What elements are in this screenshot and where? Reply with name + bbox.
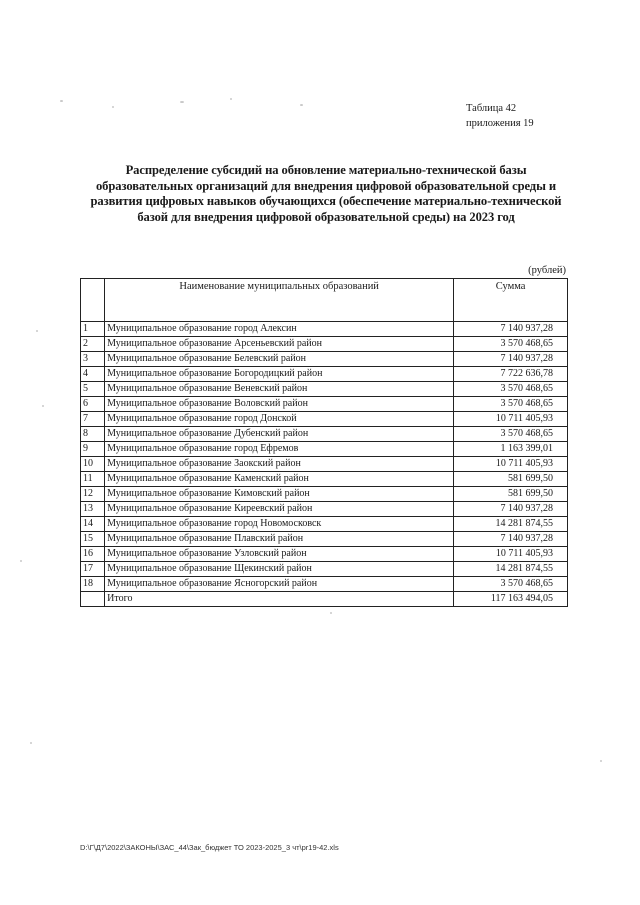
table-row (81, 427, 568, 442)
row-sum-cell: 581 699,50 (454, 487, 568, 502)
row-name-cell: Муниципальное образование Ясногорский район (105, 577, 454, 592)
row-number-cell: 9 (81, 442, 105, 457)
row-name-cell: Муниципальное образование город Новомосковск (105, 517, 454, 532)
row-name-cell: Муниципальное образование город Донской (105, 412, 454, 427)
row-sum-cell: 14 281 874,55 (454, 517, 568, 532)
file-path-footer: D:\Г\Д7\2022\ЗАКОНЫ\ЗАС_44\Зак_бюджет ТО 2023-2025_3 чт\pr19-42.xls (80, 843, 339, 852)
table-row (81, 547, 568, 562)
table-row (81, 562, 568, 577)
scan-speck (30, 742, 32, 744)
row-number-cell: 18 (81, 577, 105, 592)
row-sum-cell: 3 570 468,65 (454, 397, 568, 412)
scan-speck (42, 405, 44, 407)
row-name-cell: Муниципальное образование Плавский район (105, 532, 454, 547)
total-label-cell: Итого (105, 592, 454, 607)
row-name-cell: Муниципальное образование Кимовский район (105, 487, 454, 502)
table-row (81, 352, 568, 367)
row-name-cell: Муниципальное образование Дубенский район (105, 427, 454, 442)
table-row (81, 412, 568, 427)
table-row (81, 532, 568, 547)
row-number-cell: 2 (81, 337, 105, 352)
row-number-cell: 16 (81, 547, 105, 562)
row-number-cell: 4 (81, 367, 105, 382)
row-sum-cell: 3 570 468,65 (454, 337, 568, 352)
row-sum-cell: 10 711 405,93 (454, 457, 568, 472)
scan-speck (300, 104, 303, 106)
row-name-cell: Муниципальное образование Узловский район (105, 547, 454, 562)
row-number-cell: 5 (81, 382, 105, 397)
row-number-cell: 17 (81, 562, 105, 577)
row-number-cell: 8 (81, 427, 105, 442)
row-sum-cell: 7 140 937,28 (454, 502, 568, 517)
scan-speck (180, 101, 184, 103)
table-row (81, 472, 568, 487)
table-row (81, 457, 568, 472)
row-sum-cell: 14 281 874,55 (454, 562, 568, 577)
row-number-cell: 3 (81, 352, 105, 367)
row-number-cell: 1 (81, 322, 105, 337)
document-title: Распределение субсидий на обновление материально-технической базы образовательных организаций для внедрения цифровой образовательной среды и развития цифровых навыков обучающихся (обеспечение материально-технической базой для внедрения цифровой образовательной среды) на 2023 год (90, 163, 562, 224)
row-name-cell: Муниципальное образование Богородицкий район (105, 367, 454, 382)
table-body (81, 322, 568, 607)
row-sum-cell: 7 140 937,28 (454, 352, 568, 367)
row-name-cell: Муниципальное образование Заокский район (105, 457, 454, 472)
row-sum-cell: 10 711 405,93 (454, 412, 568, 427)
table-row (81, 322, 568, 337)
table-row (81, 487, 568, 502)
appendix-label: приложения 19 (466, 118, 534, 129)
row-name-cell: Муниципальное образование Белевский район (105, 352, 454, 367)
row-sum-cell: 10 711 405,93 (454, 547, 568, 562)
row-sum-cell: 7 722 636,78 (454, 367, 568, 382)
row-sum-cell: 581 699,50 (454, 472, 568, 487)
row-name-cell: Муниципальное образование город Ефремов (105, 442, 454, 457)
row-name-cell: Муниципальное образование Киреевский район (105, 502, 454, 517)
table-row (81, 502, 568, 517)
table-row (81, 577, 568, 592)
scan-speck (112, 106, 114, 108)
row-name-cell: Муниципальное образование город Алексин (105, 322, 454, 337)
row-number-cell: 10 (81, 457, 105, 472)
table-reference (466, 101, 534, 131)
scan-speck (330, 612, 332, 614)
row-name-cell: Муниципальное образование Веневский район (105, 382, 454, 397)
table-row (81, 442, 568, 457)
table-row (81, 337, 568, 352)
row-number-cell: 7 (81, 412, 105, 427)
table-row (81, 367, 568, 382)
row-name-cell: Муниципальное образование Каменский район (105, 472, 454, 487)
row-number-cell: 6 (81, 397, 105, 412)
scan-speck (36, 330, 38, 332)
row-number-cell: 15 (81, 532, 105, 547)
total-num-cell (81, 592, 105, 607)
scan-speck (20, 560, 22, 562)
table-row (81, 382, 568, 397)
row-number-cell: 14 (81, 517, 105, 532)
header-name-cell: Наименование муниципальных образований (105, 279, 454, 322)
units-label: (рублей) (528, 265, 566, 276)
row-number-cell: 12 (81, 487, 105, 502)
row-sum-cell: 3 570 468,65 (454, 382, 568, 397)
scan-speck (60, 100, 63, 102)
row-name-cell: Муниципальное образование Арсеньевский район (105, 337, 454, 352)
row-sum-cell: 3 570 468,65 (454, 577, 568, 592)
header-num-cell (81, 279, 105, 322)
row-sum-cell: 7 140 937,28 (454, 322, 568, 337)
row-sum-cell: 3 570 468,65 (454, 427, 568, 442)
row-number-cell: 11 (81, 472, 105, 487)
row-name-cell: Муниципальное образование Воловский район (105, 397, 454, 412)
row-name-cell: Муниципальное образование Щекинский район (105, 562, 454, 577)
table-row (81, 397, 568, 412)
header-sum-cell: Сумма (454, 279, 568, 322)
subsidy-table (80, 278, 568, 607)
table-row (81, 517, 568, 532)
table-number-label: Таблица 42 (466, 103, 517, 114)
row-number-cell: 13 (81, 502, 105, 517)
total-row (81, 592, 568, 607)
scan-speck (230, 98, 232, 100)
scan-speck (600, 760, 602, 762)
table-header-row (81, 279, 568, 322)
row-sum-cell: 1 163 399,01 (454, 442, 568, 457)
total-sum-cell: 117 163 494,05 (454, 592, 568, 607)
row-sum-cell: 7 140 937,28 (454, 532, 568, 547)
